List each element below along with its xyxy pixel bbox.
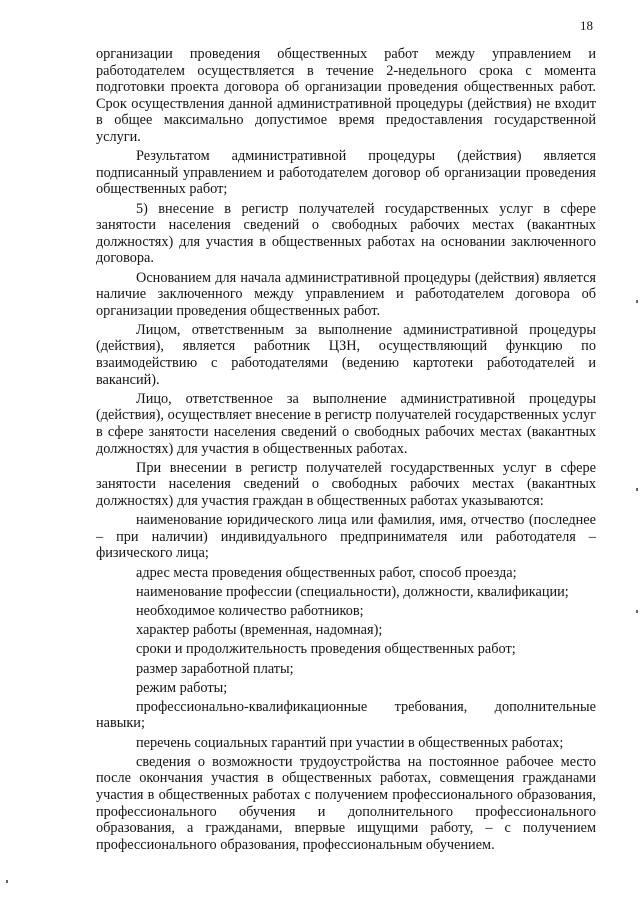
paragraph: При внесении в регистр получателей государственных услуг в сфере занятости населения сведений о свободных рабочих местах (вакантных должностях) для участия граждан в общественных работах указываются:	[96, 459, 596, 509]
list-item: характер работы (временная, надомная);	[136, 622, 383, 639]
page-number: 18	[580, 18, 593, 33]
paragraph: Основанием для начала административной процедуры (действия) является наличие заключенного между управлением и работодателем договора об организации проведения общественных работ.	[96, 269, 596, 319]
list-item: размер заработной платы;	[136, 660, 294, 677]
paragraph: организации проведения общественных работ между управлением и работодателем осуществляется в течение 2-недельного срока с момента подготовки проекта договора об организации проведения общественных работ. Срок осуществления данной административной процедуры (действия) не входит в общее максимально допустимое время предоставления государственной услуги.	[96, 46, 596, 145]
paragraph: 5) внесение в регистр получателей государственных услуг в сфере занятости населения сведений о свободных рабочих местах (вакантных должностях) для участия в общественных работах на основании заключенного договора.	[96, 200, 596, 267]
scan-mark	[636, 488, 638, 491]
list-item: сведения о возможности трудоустройства на постоянное рабочее место после окончания участия в общественных работах, совмещения гражданами участия в общественных работах с получением профессионального образования, профессионального обучения и дополнительного профессионального образования, а гражданами, впервые ищущими работу, – с получением профессионального образования, профессиональным обучением.	[96, 753, 596, 853]
list-item: необходимое количество работников;	[136, 602, 364, 619]
paragraph: Лицом, ответственным за выполнение административной процедуры (действия), является работник ЦЗН, осуществляющий функцию по взаимодействию с работодателями (ведению картотеки работодателей и вакансий).	[96, 321, 596, 388]
list-item: перечень социальных гарантий при участии в общественных работах;	[136, 734, 564, 751]
list-item: профессионально-квалификационные требования, дополнительные навыки;	[96, 698, 596, 732]
paragraph: Лицо, ответственное за выполнение административной процедуры (действия), осуществляет внесение в регистр получателей государственных услуг в сфере занятости населения сведений о свободных рабочих местах (вакантных должностях) для участия в общественных работах.	[96, 390, 596, 457]
list-item: режим работы;	[136, 679, 228, 696]
document-body	[96, 46, 596, 856]
scan-mark	[6, 880, 8, 883]
list-item: сроки и продолжительность проведения общественных работ;	[136, 641, 516, 658]
list-item: наименование профессии (специальности), должности, квалификации;	[136, 583, 569, 600]
list-item: наименование юридического лица или фамилия, имя, отчество (последнее – при наличии) индивидуального предпринимателя или работодателя – физического лица;	[96, 512, 596, 562]
scan-mark	[636, 300, 638, 303]
scan-mark	[636, 610, 638, 613]
paragraph: Результатом административной процедуры (действия) является подписанный управлением и работодателем договор об организации проведения общественных работ;	[96, 148, 596, 198]
list-item: адрес места проведения общественных работ, способ проезда;	[136, 564, 517, 581]
